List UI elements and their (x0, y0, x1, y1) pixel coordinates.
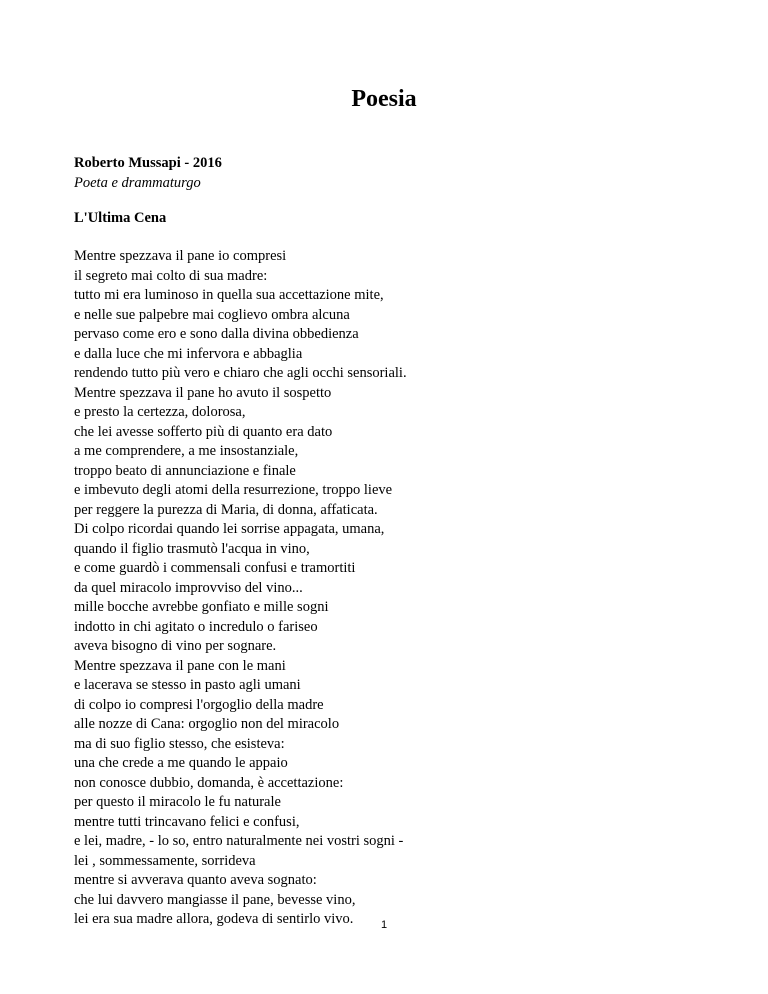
poem-line: Mentre spezzava il pane io compresi (74, 248, 287, 264)
poem-line: una che crede a me quando le appaio (74, 755, 288, 771)
poem-line: che lei avesse sofferto più di quanto era dato (74, 423, 333, 440)
poem-line: troppo beato di annunciazione e finale (74, 462, 296, 479)
poem-line: e imbevuto degli atomi della resurrezione, troppo lieve (74, 482, 393, 498)
poem-body (74, 247, 714, 930)
poem-line: e lacerava se stesso in pasto agli umani (74, 677, 301, 693)
poem-line: Mentre spezzava il pane ho avuto il sospetto (74, 384, 332, 401)
poem-line: e presto la certezza, dolorosa, (74, 404, 246, 420)
poem-line: che lui davvero mangiasse il pane, bevesse vino, (74, 891, 356, 908)
poem-line: indotto in chi agitato o incredulo o fariseo (74, 618, 318, 635)
poem-line: mentre tutti trincavano felici e confusi, (74, 813, 300, 830)
poem-line: e dalla luce che mi infervora e abbaglia (74, 345, 303, 362)
poem-line: il segreto mai colto di sua madre: (74, 267, 268, 284)
poem-line: aveva bisogno di vino per sognare. (74, 638, 277, 654)
poem-line: per reggere la purezza di Maria, di donna, affaticata. (74, 501, 378, 518)
poem-line: ma di suo figlio stesso, che esisteva: (74, 735, 285, 752)
page-number: 1 (380, 919, 388, 931)
document-title: Poesia (351, 86, 417, 112)
poem-line: quando il figlio trasmutò l'acqua in vino, (74, 540, 310, 557)
poem-line: Di colpo ricordai quando lei sorrise appagata, umana, (74, 521, 385, 537)
poem-line: alle nozze di Cana: orgoglio non del miracolo (74, 716, 340, 732)
poem-line: mentre si avverava quanto aveva sognato: (74, 872, 317, 888)
poem-line: e nelle sue palpebre mai coglievo ombra alcuna (74, 306, 350, 323)
poem-line: a me comprendere, a me insostanziale, (74, 443, 299, 459)
poem-line: e come guardò i commensali confusi e tramortiti (74, 560, 356, 576)
poem-line: non conosce dubbio, domanda, è accettazione: (74, 774, 344, 791)
author-name: Roberto Mussapi - 2016 (74, 155, 222, 171)
poem-line: Mentre spezzava il pane con le mani (74, 657, 286, 674)
poem-line: tutto mi era luminoso in quella sua accettazione mite, (74, 287, 384, 303)
poem-line: rendendo tutto più vero e chiaro che agli occhi sensoriali. (74, 365, 407, 381)
poem-line: da quel miracolo improvviso del vino... (74, 579, 303, 596)
poem-line: mille bocche avrebbe gonfiato e mille sogni (74, 599, 329, 615)
poem-line: di colpo io compresi l'orgoglio della madre (74, 696, 324, 713)
poem-title: L'Ultima Cena (74, 210, 167, 226)
poem-line: lei era sua madre allora, godeva di sentirlo vivo. (74, 911, 354, 927)
poem-line: e lei, madre, - lo so, entro naturalmente nei vostri sogni - (74, 833, 404, 849)
poem-line: per questo il miracolo le fu naturale (74, 794, 281, 810)
poem-line: pervaso come ero e sono dalla divina obbedienza (74, 326, 359, 342)
author-role: Poeta e drammaturgo (74, 175, 201, 191)
poem-line: lei , sommessamente, sorrideva (74, 852, 256, 869)
